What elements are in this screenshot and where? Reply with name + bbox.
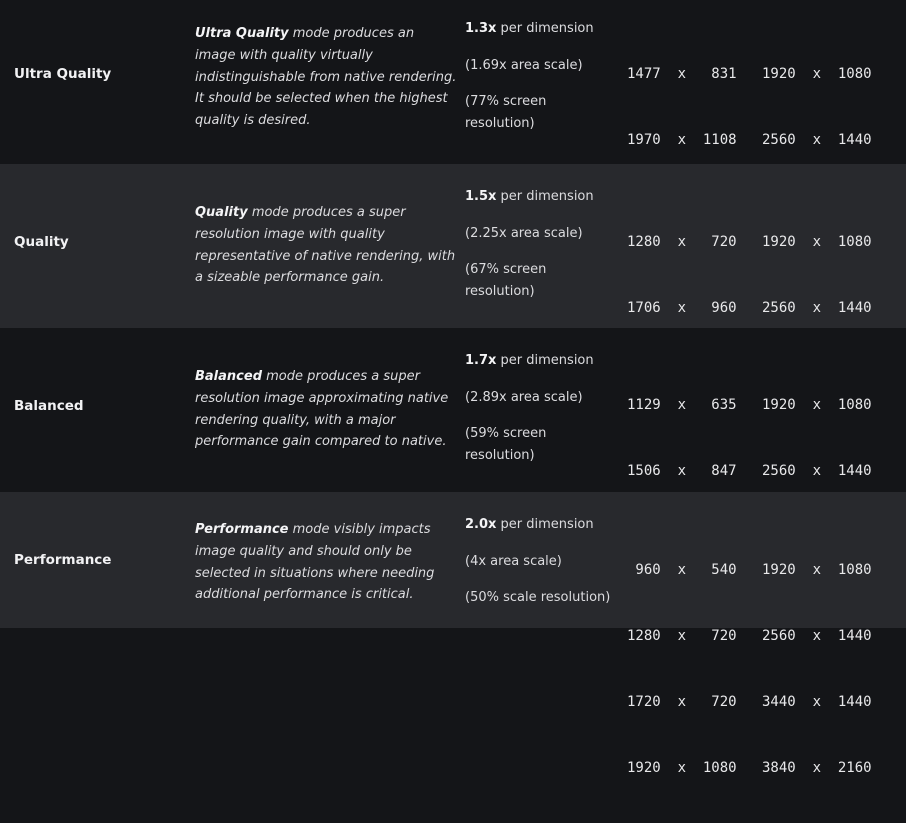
output-resolution: 3840 x 2160: [762, 760, 872, 776]
mode-name: Performance: [14, 552, 112, 568]
mode-name: Balanced: [14, 398, 84, 414]
scale-factor: [465, 514, 615, 609]
scale-label: per dimension: [496, 189, 594, 204]
scale-per-dimension: [465, 350, 615, 372]
mode-description-text: mode produces a super resolution image approximating native rendering quality, with a major performance gain compared to native.: [195, 369, 449, 450]
input-resolution: 1280 x 720: [627, 234, 737, 250]
output-resolution: 2560 x 1440: [762, 300, 872, 316]
mode-description-bold: Quality: [195, 205, 248, 220]
screen-resolution: (59% screen resolution): [465, 426, 547, 463]
screen-resolution: (50% scale resolution): [465, 590, 611, 605]
mode-description: [195, 23, 457, 132]
mode-description-bold: Performance: [195, 522, 289, 537]
mode-description-bold: Ultra Quality: [195, 26, 289, 41]
area-scale: (1.69x area scale): [465, 57, 583, 73]
output-resolution: 2560 x 1440: [762, 628, 872, 644]
input-resolution: 1706 x 960: [627, 300, 737, 316]
scale-value: 1.5x: [465, 189, 497, 204]
input-resolution: 1720 x 720: [627, 694, 737, 710]
mode-description-bold: Balanced: [195, 369, 262, 384]
input-resolution: 1506 x 847: [627, 463, 737, 479]
mode-description-text: mode visibly impacts image quality and should only be selected in situations where needing additional performance is critical.: [195, 522, 435, 603]
mode-row-ultra-quality: [0, 0, 906, 164]
scale-label: per dimension: [496, 21, 594, 36]
area-scale: (2.25x area scale): [465, 225, 583, 241]
input-resolution: 1280 x 720: [627, 628, 737, 644]
output-resolution: 1920 x 1080: [762, 397, 872, 413]
area-scale: (4x area scale): [465, 553, 562, 569]
scale-per-dimension: [465, 18, 615, 40]
scale-value: 1.7x: [465, 353, 497, 368]
screen-resolution: (77% screen resolution): [465, 94, 547, 131]
mode-description: [195, 202, 457, 289]
scale-factor: [465, 186, 615, 302]
scale-label: per dimension: [496, 353, 594, 368]
input-resolution: 1477 x 831: [627, 66, 737, 82]
input-resolutions: [627, 515, 737, 823]
scale-value: 1.3x: [465, 21, 497, 36]
output-resolution: 2560 x 1440: [762, 463, 872, 479]
scale-label: per dimension: [496, 517, 594, 532]
output-resolution: 3440 x 1440: [762, 694, 872, 710]
output-resolution: 1920 x 1080: [762, 562, 872, 578]
scale-per-dimension: [465, 514, 615, 536]
input-resolution: 1129 x 635: [627, 397, 737, 413]
mode-row-balanced: [0, 328, 906, 492]
output-resolution: 1920 x 1080: [762, 66, 872, 82]
input-resolution: 960 x 540: [627, 562, 737, 578]
screen-resolution: (67% screen resolution): [465, 262, 547, 299]
output-resolutions: [762, 515, 872, 823]
output-resolution: 2560 x 1440: [762, 132, 872, 148]
mode-row-performance: [0, 492, 906, 776]
scale-factor: [465, 18, 615, 134]
mode-description-text: mode produces an image with quality virtually indistinguishable from native rendering. It should be selected when the highest quality is desired.: [195, 26, 457, 129]
area-scale: (2.89x area scale): [465, 389, 583, 405]
mode-name: Ultra Quality: [14, 66, 112, 82]
mode-description-text: mode produces a super resolution image with quality representative of native rendering, with a sizeable performance gain.: [195, 205, 456, 286]
mode-description: [195, 519, 457, 606]
mode-description: [195, 366, 457, 453]
output-resolution: 1920 x 1080: [762, 234, 872, 250]
input-resolution: 1970 x 1108: [627, 132, 737, 148]
mode-name: Quality: [14, 234, 69, 250]
scale-per-dimension: [465, 186, 615, 208]
mode-row-quality: [0, 164, 906, 328]
scale-factor: [465, 350, 615, 466]
scale-value: 2.0x: [465, 517, 497, 532]
input-resolution: 1920 x 1080: [627, 760, 737, 776]
